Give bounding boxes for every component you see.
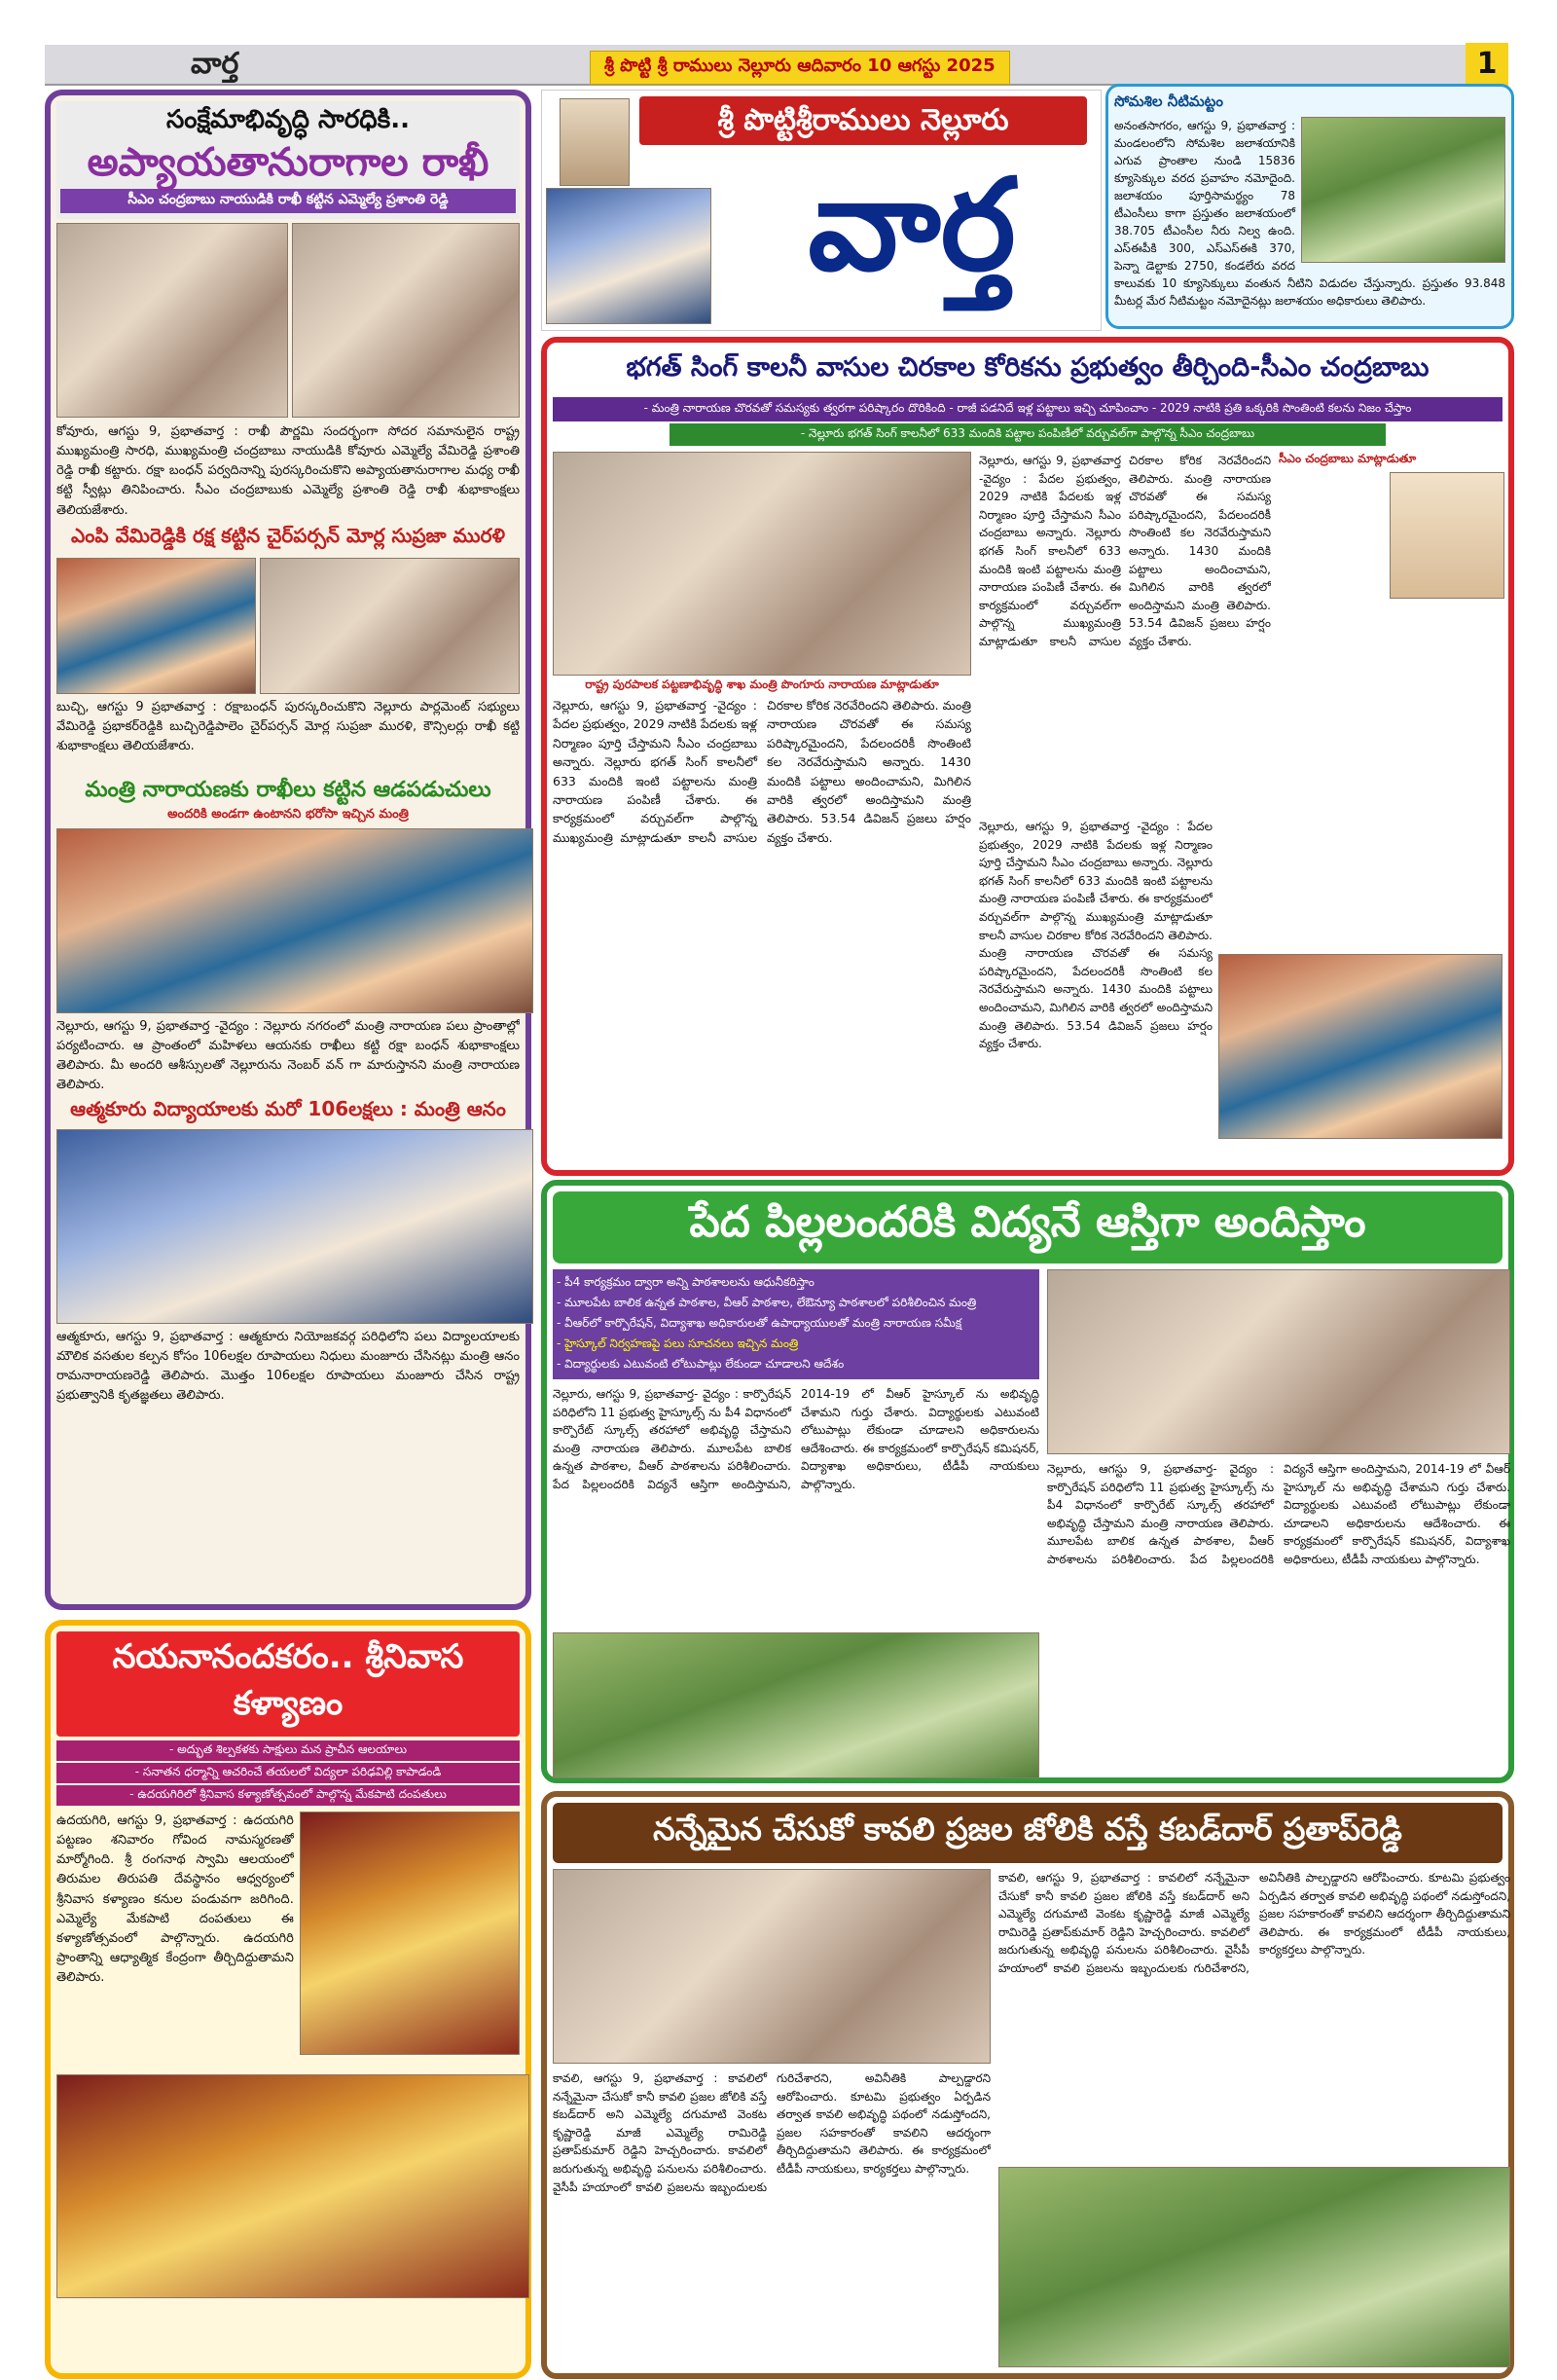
- bhagat-left: [553, 452, 971, 1153]
- kavali-body: కావలి, ఆగస్టు 9, ప్రభాతవార్త : కావలిలో నన్నేమైనా చేసుకో కానీ కావలి ప్రజల జోలికి వస్తే కబడ్‌దార్ అని ఎమ్మెల్యే దగుమాటి వెంకట కృష్ణారెడ్డి మాజీ ఎమ్మెల్యే రామిరెడ్డి ప్రతాప్‌కుమార్ రెడ్డిని హెచ్చరించారు. కావలిలో జరుగుతున్న అభివృద్ధి పనులను పరిశీలించారు. వైసీపీ హయాంలో కావలి ప్రజలను ఇబ్బందులకు గురిచేశారని, అవినీతికి పాల్పడ్డారని ఆరోపించారు. కూటమి ప్రభుత్వం ఏర్పడిన తర్వాత కావలి అభివృద్ధి పథంలో నడుస్తోందని, ప్రజల సహకారంతో కావలిని ఆదర్శంగా తీర్చిదిద్దుతామని తెలిపారు. ఈ కార్యక్రమంలో టీడీపీ నాయకులు, కార్యకర్తలు పాల్గొన్నారు.: [553, 2071, 991, 2194]
- bhagat-banner2: - నెల్లూరు భగత్ సింగ్ కాలనీలో 633 మందికి పట్టాల పంపిణీలో వర్చువల్‌గా పాల్గొన్న సీఎం చంద్రబాబు: [670, 423, 1386, 446]
- bhagat-right-bottom: [979, 818, 1504, 1139]
- photo-patta-distribution: [553, 452, 971, 676]
- photo-school-visit: [553, 1632, 1039, 1778]
- masthead: [541, 90, 1102, 331]
- photo-kavali-site: [998, 2167, 1510, 2367]
- education-left: [553, 1269, 1039, 1778]
- somasila-box: [1105, 84, 1514, 329]
- education-bullet: - మూలపేట బాలిక ఉన్నత పాఠశాల, వీఆర్ పాఠశాల, లేఔన్యూ పాఠశాలలో పరిశీలించిన మంత్రి: [557, 1296, 977, 1309]
- bhagat-headline: భగత్ సింగ్ కాలనీ వాసుల చిరకాల కోరికను ప్రభుత్వం తీర్చింది-సీఎం చంద్రబాబు: [626, 352, 1430, 383]
- bhagat-caption: రాష్ట్ర పురపాలక పట్టణాభివృద్ధి శాఖ మంత్రి పొంగూరు నారాయణ మాట్లాడుతూ: [585, 677, 939, 691]
- srinivasa-headline: నయనానందకరం.. శ్రీనివాస కళ్యాణం: [56, 1631, 520, 1737]
- education-headline: పేద పిల్లలందరికి విద్యనే ఆస్తిగా అందిస్తాం: [553, 1191, 1503, 1263]
- rakhi-sub2: ఎంపి వేమిరెడ్డికి రక్ష కట్టిన చైర్‌పర్సన్ మోర్ల సుప్రజా మురళి: [71, 524, 505, 547]
- photo-founder: [560, 98, 630, 186]
- sub2-photos: [56, 558, 520, 694]
- education-bullet: - హైస్కూల్ నిర్వహణపై పలు సూచనలు ఇచ్చిన మంత్రి: [557, 1336, 799, 1350]
- photo-group: [260, 558, 520, 694]
- photo-mp-rakhi: [56, 558, 256, 694]
- bhagat-right-top: [979, 452, 1504, 812]
- photo-deity: [300, 1812, 520, 2055]
- cm-box: [1279, 452, 1504, 812]
- kavali-article: [541, 1791, 1514, 2379]
- rakhi-panel: [45, 90, 531, 1610]
- photo-kalyanam: [56, 2074, 529, 2298]
- dateline: శ్రీ పొట్టి శ్రీ రాములు నెల్లూరు ఆదివారం 10 ఆగస్టు 2025: [590, 51, 1010, 85]
- kavali-right: [998, 1869, 1510, 2371]
- rakhi-body: కోవూరు, ఆగస్టు 9, ప్రభాతవార్త : రాఖీ పౌర్ణమి సందర్భంగా సోదర సమానులైన రాష్ట్ర ముఖ్యమంత్రి సారధి, ముఖ్యమంత్రి చంద్రబాబు నాయుడికి కోవూరు ఎమ్మెల్యే వేమిరెడ్డి ప్రశాంతి రెడ్డి రాఖీ కట్టారు. రక్షా బంధన్ పర్వదినాన్ని పురస్కరించుకొని అప్యాయతానురాగాల మధ్య రాఖీ కట్టి స్వీట్లు తినిపించారు. సీఎం చంద్రబాబుకు ఎమ్మెల్యే ప్రశాంతి రెడ్డి రాఖీ శుభాకాంక్షలు తెలియజేశారు.: [56, 424, 520, 518]
- education-bullet: - విద్యార్థులకు ఎటువంటి లోటుపాట్లు లేకుండా చూడాలని ఆదేశం: [557, 1357, 845, 1371]
- education-article: [541, 1180, 1514, 1783]
- rakhi-sub3deck: అందరికి అండగా ఉంటానని భరోసా ఇచ్చిన మంత్రి: [167, 807, 409, 822]
- bhagat-right: [979, 452, 1504, 1153]
- srinivasa-bullet: - ఉదయగిరిలో శ్రీనివాస కళ్యాణోత్సవంలో పాల్గొన్న మేకపాటి దంపతులు: [56, 1785, 520, 1806]
- rakhi-kicker: సంక్షేమాభివృద్ధి సారధికి..: [166, 105, 410, 134]
- photo-cm-bouquet: [56, 223, 288, 418]
- education-bullet: - పీ4 కార్యక్రమం ద్వారా అన్ని పాఠశాలలను ఆధునీకరిస్తాం: [557, 1275, 815, 1289]
- bhagat-banner1: - మంత్రి నారాయణ చొరవతో సమస్యకు త్వరగా పరిష్కారం దొరికింది - రాజీ పడనిదే ఇళ్ల పట్టాలు ఇచ్చి చూపించాం - 2029 నాటికి ప్రతి ఒక్కరికి సొంతింటి కలను నిజం చేస్తాం: [553, 397, 1503, 421]
- rakhi-body2: బుచ్చి, ఆగస్టు 9 ప్రభాతవార్త : రక్షాబంధన్ పురస్కరించుకొని నెల్లూరు పార్లమెంట్ సభ్యులు వేమిరెడ్డి ప్రభాకర్‌రెడ్డికి బుచ్చిరెడ్డిపాలెం చైర్‌పర్సన్ మోర్ల సుప్రజా మురళి, కౌన్సిలర్లు రాఖీ కట్టి శుభాకాంక్షలు తెలియజేశారు.: [56, 700, 520, 754]
- bhagat-body-cont2: నెల్లూరు, ఆగస్టు 9, ప్రభాతవార్త -వైద్యం : పేదల ప్రభుత్వం, 2029 నాటికి పేదలకు ఇళ్ల నిర్మాణం పూర్తి చేస్తామని సీఎం చంద్రబాబు అన్నారు. నెల్లూరు భగత్ సింగ్ కాలనీలో 633 మందికి ఇంటి పట్టాలను మంత్రి నారాయణ పంపిణీ చేశారు. ఈ కార్యక్రమంలో వర్చువల్‌గా పాల్గొన్న ముఖ్యమంత్రి మాట్లాడుతూ కాలనీ వాసుల చిరకాల కోరిక నెరవేరిందని తెలిపారు. మంత్రి నారాయణ చొరవతో ఈ సమస్య పరిష్కారమైందని, పేదలందరికీ సొంతింటి కల నెరవేరుస్తామని అన్నారు. 1430 మందికి పట్టాలు అందించామని, మిగిలిన వారికి త్వరలో అందిస్తామని మంత్రి తెలిపారు. 53.54 డివిజన్ ప్రజలు హర్షం వ్యక్తం చేశారు.: [979, 820, 1213, 1051]
- education-right: [1047, 1269, 1510, 1778]
- photo-kavali-mla: [553, 1869, 991, 2064]
- kavali-body-cont: కావలి, ఆగస్టు 9, ప్రభాతవార్త : కావలిలో నన్నేమైనా చేసుకో కానీ కావలి ప్రజల జోలికి వస్తే కబడ్‌దార్ అని ఎమ్మెల్యే దగుమాటి వెంకట కృష్ణారెడ్డి మాజీ ఎమ్మెల్యే రామిరెడ్డి ప్రతాప్‌కుమార్ రెడ్డిని హెచ్చరించారు. కావలిలో జరుగుతున్న అభివృద్ధి పనులను పరిశీలించారు. వైసీపీ హయాంలో కావలి ప్రజలను ఇబ్బందులకు గురిచేశారని, అవినీతికి పాల్పడ్డారని ఆరోపించారు. కూటమి ప్రభుత్వం ఏర్పడిన తర్వాత కావలి అభివృద్ధి పథంలో నడుస్తోందని, ప్రజల సహకారంతో కావలిని ఆదర్శంగా తీర్చిదిద్దుతామని తెలిపారు. ఈ కార్యక్రమంలో టీడీపీ నాయకులు, కార్యకర్తలు పాల్గొన్నారు.: [998, 1871, 1510, 1975]
- top-bar: [45, 45, 1504, 86]
- education-body-cont: నెల్లూరు, ఆగస్టు 9, ప్రభాతవార్త- వైద్యం : కార్పొరేషన్ పరిధిలోని 11 ప్రభుత్వ హైస్కూల్స్ ను పీ4 విధానంలో కార్పొరేట్ స్కూల్స్ తరహాలో అభివృద్ధి చేస్తామని మంత్రి నారాయణ తెలిపారు. మూలపేట బాలిక ఉన్నత పాఠశాల, వీఆర్ పాఠశాలను పరిశీలించారు. పేద పిల్లలందరికి విద్యనే ఆస్తిగా అందిస్తామని, 2014-19 లో వీఆర్ హైస్కూల్ ను అభివృద్ధి చేశామని గుర్తు చేశారు. విద్యార్థులకు ఎటువంటి లోటుపాట్లు లేకుండా చూడాలని అధికారులను ఆదేశించారు. ఈ కార్యక్రమంలో కార్పొరేషన్ కమిషనర్, విద్యాశాఖ అధికారులు, టీడీపీ నాయకులు పాల్గొన్నారు.: [1047, 1462, 1510, 1566]
- rakhi-body4: ఆత్మకూరు, ఆగస్టు 9, ప్రభాతవార్త : ఆత్మకూరు నియోజకవర్గ పరిధిలోని పలు విద్యాలయాలకు మౌలిక వసతుల కల్పన కోసం 106లక్షల రూపాయలు నిధులు మంజూరు చేసినట్లు మంత్రి ఆనం రామనారాయణరెడ్డి తెలిపారు. మొత్తం 106లక్షల రూపాయలు మంజూరు చేసిన రాష్ట్ర ప్రభుత్వానికి కృతజ్ఞతలు తెలిపారు.: [56, 1330, 520, 1404]
- bhagat-main: [553, 452, 1503, 1153]
- rakhi-photos: [56, 223, 520, 418]
- masthead-logo: వార్త: [808, 151, 1016, 299]
- rakhi-sub4: ఆత్మకూరు విద్యాయాలకు మరో 106లక్షలు : మంత్రి ఆనం: [70, 1097, 506, 1120]
- bhagat-article: [541, 337, 1514, 1176]
- somasila-title: సోమశిల నీటిమట్టం: [1114, 92, 1223, 110]
- srinivasa-body: ఉదయగిరి, ఆగస్టు 9, ప్రభాతవార్త : ఉదయగిరి పట్టణం శనివారం గోవింద నామస్మరణతో మార్మోగింది. శ్రీ రంగనాథ స్వామి ఆలయంలో తిరుమల తిరుపతి దేవస్థానం ఆధ్వర్యంలో శ్రీనివాస కళ్యాణం కనుల పండువగా జరిగింది. ఎమ్మెల్యే మేకపాటి దంపతులు ఈ కళ్యాణోత్సవంలో పాల్గొన్నారు. ఉదయగిరి ప్రాంతాన్ని ఆధ్యాత్మిక కేంద్రంగా తీర్చిదిద్దుతామని తెలిపారు.: [56, 1813, 294, 1986]
- education-bullet: - వీఆర్‌లో కార్పొరేషన్, విద్యాశాఖ అధికారులతో ఉపాధ్యాయులతో మంత్రి నారాయణ సమీక్ష: [557, 1316, 962, 1330]
- rakhi-headline: అప్యాయతానురాగాల రాఖీ: [87, 140, 489, 185]
- srinivasa-panel: [45, 1620, 531, 2379]
- kavali-headline: నన్నేమైన చేసుకో కావలి ప్రజల జోలికి వస్తే కబడ్‌దార్ ప్రతాప్‌రెడ్డి: [553, 1803, 1503, 1863]
- brand-logo-small: వార్త: [191, 47, 239, 81]
- photo-dam: [1301, 117, 1505, 263]
- bhagat-body: నెల్లూరు, ఆగస్టు 9, ప్రభాతవార్త -వైద్యం : పేదల ప్రభుత్వం, 2029 నాటికి పేదలకు ఇళ్ల నిర్మాణం పూర్తి చేస్తామని సీఎం చంద్రబాబు అన్నారు. నెల్లూరు భగత్ సింగ్ కాలనీలో 633 మందికి ఇంటి పట్టాలను మంత్రి నారాయణ పంపిణీ చేశారు. ఈ కార్యక్రమంలో వర్చువల్‌గా పాల్గొన్న ముఖ్యమంత్రి మాట్లాడుతూ కాలనీ వాసుల చిరకాల కోరిక నెరవేరిందని తెలిపారు. మంత్రి నారాయణ చొరవతో ఈ సమస్య పరిష్కారమైందని, పేదలందరికీ సొంతింటి కల నెరవేరుస్తామని అన్నారు. 1430 మందికి పట్టాలు అందించామని, మిగిలిన వారికి త్వరలో అందిస్తామని మంత్రి తెలిపారు. 53.54 డివిజన్ ప్రజలు హర్షం వ్యక్తం చేశారు.: [553, 698, 971, 845]
- rakhi-body3: నెల్లూరు, ఆగస్టు 9, ప్రభాతవార్త -వైద్యం : నెల్లూరు నగరంలో మంత్రి నారాయణ పలు ప్రాంతాల్లో పర్యటించారు. ఆ ప్రాంతంలో మహిళలు ఆయనకు రాఖీలు కట్టి రక్షా బంధన్ శుభాకాంక్షలు తెలిపారు. మీ అందరి ఆశీస్సులతో నెల్లూరును నెంబర్ వన్ గా మారుస్తానని మంత్రి నారాయణ తెలిపారు.: [56, 1019, 520, 1093]
- rakhi-deck: సీఎం చంద్రబాబు నాయుడికి రాఖీ కట్టిన ఎమ్మెల్యే ప్రశాంతి రెడ్డి: [60, 189, 516, 213]
- education-body: నెల్లూరు, ఆగస్టు 9, ప్రభాతవార్త- వైద్యం : కార్పొరేషన్ పరిధిలోని 11 ప్రభుత్వ హైస్కూల్స్ ను పీ4 విధానంలో కార్పొరేట్ స్కూల్స్ తరహాలో అభివృద్ధి చేస్తామని మంత్రి నారాయణ తెలిపారు. మూలపేట బాలిక ఉన్నత పాఠశాల, వీఆర్ పాఠశాలను పరిశీలించారు. పేద పిల్లలందరికి విద్యనే ఆస్తిగా అందిస్తామని, 2014-19 లో వీఆర్ హైస్కూల్ ను అభివృద్ధి చేశామని గుర్తు చేశారు. విద్యార్థులకు ఎటువంటి లోటుపాట్లు లేకుండా చూడాలని అధికారులను ఆదేశించారు. ఈ కార్యక్రమంలో కార్పొరేషన్ కమిషనర్, విద్యాశాఖ అధికారులు, టీడీపీ నాయకులు పాల్గొన్నారు.: [553, 1387, 1039, 1491]
- photo-crowd-colony: [1218, 954, 1503, 1139]
- somasila-body: అనంతసాగరం, ఆగస్టు 9, ప్రభాతవార్త : మండలంలోని సోమశిల జలాశయానికి ఎగువ ప్రాంతాల నుండి 15836 క్యూసెక్కుల వరద ప్రవాహం నమోదైంది. జలాశయం పూర్తిసామర్థ్యం 78 టీఎంసీలు కాగా ప్రస్తుతం జలాశయంలో 38.705 టీఎంసీల నీరు నిల్వ ఉంది. ఎస్ఈపీకి 300, ఎస్ఎస్ఈకి 370, పెన్నా డెల్టాకు 2750, కండలేరు వరద కాలువకు 10 క్యూసెక్కులు వంతున నీటిని విడుదల చేస్తున్నారు. ప్రస్తుతం 93.848 మీటర్ల మేర నీటిమట్టం నమోదైనట్లు జలాశయం అధికారులు తెలిపారు.: [1114, 119, 1505, 308]
- srinivasa-bullet: - అద్భుత శిల్పకళకు సాక్షులు మన ప్రాచీన ఆలయాలు: [56, 1740, 520, 1761]
- bhagat-body-cont: నెల్లూరు, ఆగస్టు 9, ప్రభాతవార్త -వైద్యం : పేదల ప్రభుత్వం, 2029 నాటికి పేదలకు ఇళ్ల నిర్మాణం పూర్తి చేస్తామని సీఎం చంద్రబాబు అన్నారు. నెల్లూరు భగత్ సింగ్ కాలనీలో 633 మందికి ఇంటి పట్టాలను మంత్రి నారాయణ పంపిణీ చేశారు. ఈ కార్యక్రమంలో వర్చువల్‌గా పాల్గొన్న ముఖ్యమంత్రి మాట్లాడుతూ కాలనీ వాసుల చిరకాల కోరిక నెరవేరిందని తెలిపారు. మంత్రి నారాయణ చొరవతో ఈ సమస్య పరిష్కారమైందని, పేదలందరికీ సొంతింటి కల నెరవేరుస్తామని అన్నారు. 1430 మందికి పట్టాలు అందించామని, మిగిలిన వారికి త్వరలో అందిస్తామని మంత్రి తెలిపారు. 53.54 డివిజన్ ప్రజలు హర్షం వ్యక్తం చేశారు.: [979, 454, 1271, 648]
- rakhi-header: [56, 101, 520, 219]
- page-number: 1: [1466, 43, 1508, 86]
- kavali-left: [553, 1869, 991, 2371]
- cm-caption: సీఎం చంద్రబాబు మాట్లాడుతూ: [1279, 452, 1417, 465]
- srinivasa-bullets: [56, 1740, 520, 1806]
- photo-students: [56, 1129, 533, 1324]
- photo-cm: [1390, 472, 1504, 599]
- photo-narayana-women: [56, 828, 533, 1013]
- education-bullets: [553, 1269, 1039, 1379]
- education-main: [553, 1269, 1510, 1778]
- srinivasa-bullet: - సనాతన ధర్మాన్ని ఆచరించే తయలలో విద్యలా పరిఢవిల్లి కాపాడండి: [56, 1763, 520, 1783]
- rakhi-sub3: మంత్రి నారాయణకు రాఖీలు కట్టిన ఆడపడుచులు: [85, 778, 491, 802]
- masthead-line1: శ్రీ పొట్టిశ్రీరాములు నెల్లూరు: [639, 96, 1087, 145]
- photo-nellore-collage: [546, 188, 711, 324]
- kavali-main: [553, 1869, 1510, 2371]
- photo-minister-press: [1047, 1269, 1510, 1454]
- photo-rakhi-tying: [292, 223, 520, 418]
